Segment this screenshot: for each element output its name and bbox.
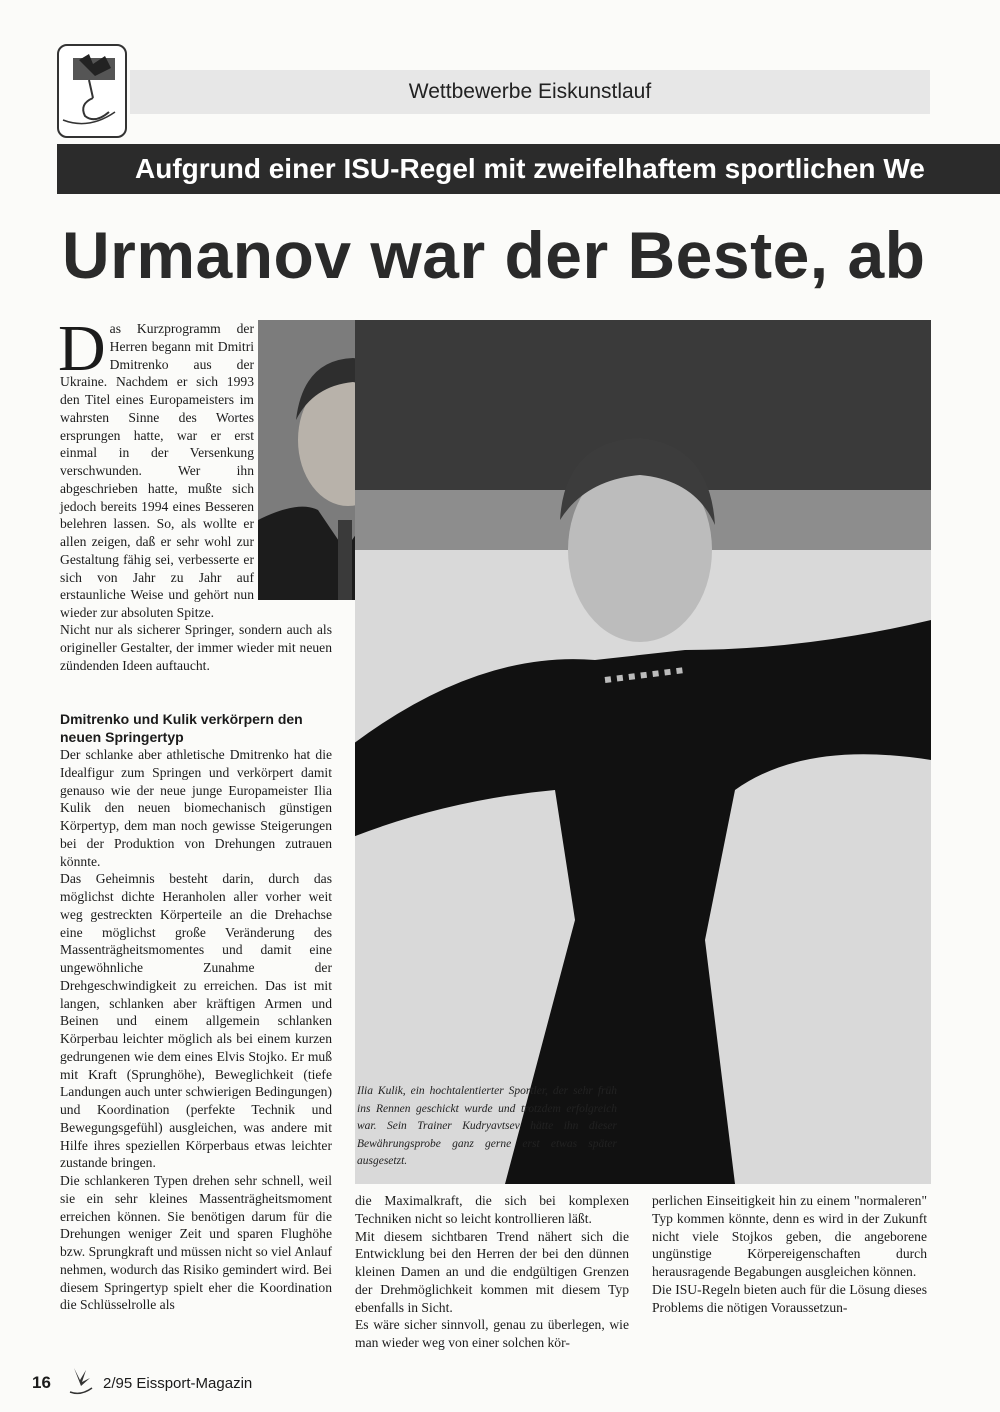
section-title: Wettbewerbe Eiskunstlauf [408,80,652,103]
photo-caption: Ilia Kulik, ein hochtalentierter Sportler, der sehr früh ins Rennen geschickt wurde und trotzdem erfolgreich war. Sein Trainer Kudryavtsev hätte ihn dieser Bewährungsprobe ganz gerne erst etwas später ausgesetzt. [357,1085,617,1167]
headline: Urmanov war der Beste, ab [62,218,926,292]
magazine-logo-icon [68,1366,94,1396]
figure-skater-logo-icon [59,46,125,136]
skater-photo [355,320,931,1184]
paragraph: Mit diesem sichtbaren Trend nähert sich die Entwicklung bei den Herren der bei den dünnen kleinen Damen an und die endgültigen Grenzen der Drehmöglichkeit kommen mit diesem Typ ebenfalls in Sicht. [355,1228,629,1315]
paragraph: Der schlanke aber athletische Dmitrenko hat die Idealfigur zum Springen und verkörpert damit genauso wie der neue junge Europameister Ilia Kulik den neuen biomechanisch günstigen Körpertyp, dem man noch gewisse Steigerungen bei der Produktion von Drehungen zutrauen könnte. [60,747,332,869]
column-3-body [652,1192,927,1316]
paragraph: Die ISU-Regeln bieten auch für die Lösung dieses Problems die nötigen Voraussetzun- [652,1281,927,1315]
paragraph: Das Geheimnis besteht darin, durch das möglichst dichte Heranholen aller vorher weit weg gestreckten Körperteile an die Drehachse eine möglichst große Veränderung des Massenträgheitsmomentes und damit eine ungewöhnliche Zunahme der Drehgeschwindigkeit zu erreichen. Das ist mit langen, schlanken aber kräftigen Armen und Beinen und einem allgemein schlanken Körperbau leichter möglich als bei einem kurzen gedrungenen wie dem eines Elvis Stojko. Er muß mit Kraft (Sprunghöhe), Beweglichkeit (tiefe Landungen auch unter schwierigen Bedingungen) und Koordination (perfekte Technik und Bewegungsgefühl) ausgleichen, was andere mit Hilfe ihres speziellen Körperbaus etwas leichter zustande bringen. [60,871,332,1171]
subheading: Dmitrenko und Kulik verkörpern den neuen Springertyp [60,711,303,745]
page-number: 16 [32,1373,51,1392]
section-logo [57,44,127,138]
kicker-text: Aufgrund einer ISU-Regel mit zweifelhaftem sportlichen We [135,153,925,184]
paragraph: die Maximalkraft, die sich bei komplexen Techniken nicht so leicht kontrollieren läßt. [355,1193,629,1226]
column-2-body [355,1192,629,1352]
paragraph: Die schlankeren Typen drehen sehr schnell, weil sie ein sehr kleines Massenträgheitsmoment erreichen können. Sie benötigen darum für die Drehungen weniger Zeit und sparen Flughöhe bzw. Sprungkraft und müssen nicht so viel Anlauf nehmen, wodurch das Risiko gemindert wird. Bei diesem Springertyp spielt eher die Koordination die Schlüsselrolle als [60,1173,332,1313]
issue-info: 2/95 Eissport-Magazin [103,1375,253,1392]
column-1-body [60,746,332,1314]
paragraph: perlichen Einseitigkeit hin zu einem "normaleren" Typ kommen könnte, denn es wird in der Zukunft nicht viele Stojkos geben, die angeborene ungünstige Körpereigenschaften durch herausragende Begabungen ausgleichen können. [652,1193,927,1279]
paragraph: Es wäre sicher sinnvoll, genau zu überlegen, wie man wieder weg von einer solchen kör- [355,1317,629,1350]
intro-continuation: Nicht nur als sicherer Springer, sondern auch als origineller Gestalter, der immer wieder mit neuen zündenden Ideen auftaucht. [60,622,332,673]
intro-text: as Kurzprogramm der Herren begann mit Dmitri Dmitrenko aus der Ukraine. Nachdem er sich 1993 den Titel eines Europameisters im wahrsten Sinne des Wortes ersprungen hatte, war er erst einmal in der Versenkung verschwunden. Wer ihn abgeschrieben hatte, mußte sich jedoch bereits 1994 eines Besseren belehren lassen. So, als wollte er allen zeigen, daß er sehr wohl zur Gestaltung fähig sei, verbesserte er sich von Jahr zu Jahr auf erstaunliche Weise und gehört nun wieder zur absoluten Spitze. [60,321,254,620]
intro-paragraph [58,312,254,622]
drop-cap: D [58,312,106,385]
